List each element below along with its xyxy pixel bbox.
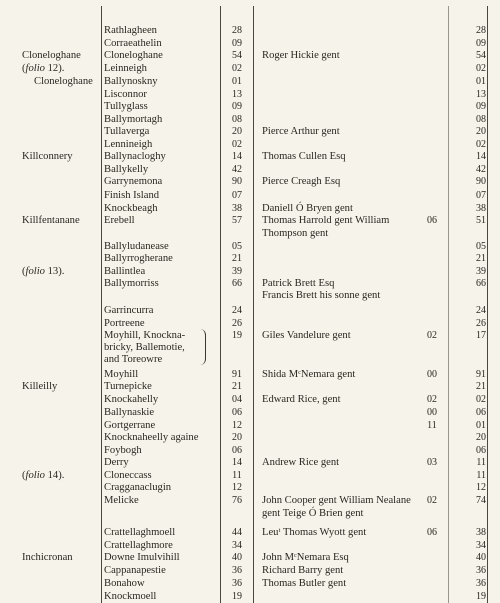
proprietor-name: Francis Brett his sonne gent	[262, 290, 381, 301]
acres-value: 11	[232, 470, 242, 481]
acres-value: 36	[476, 578, 486, 589]
townland-name: Corraeathelin	[104, 38, 162, 49]
acres-value: 07	[476, 190, 486, 201]
acres-value: 06	[476, 407, 486, 418]
parish-name: (folio 14).	[22, 470, 65, 481]
acres-value: 09	[476, 101, 486, 112]
column-rule	[220, 6, 221, 603]
acres-value: 02	[427, 495, 437, 506]
column-rule	[487, 6, 488, 603]
townland-name: Crattellaghmoell	[104, 527, 176, 538]
acres-value: 12	[232, 420, 242, 431]
parish-name: Killeilly	[22, 381, 58, 392]
townland-name: Knocknaheelly againe	[104, 432, 199, 443]
acres-value: 14	[232, 457, 242, 468]
acres-value: 24	[476, 305, 486, 316]
acres-value: 19	[476, 591, 486, 602]
townland-name: Tullaverga	[104, 126, 150, 137]
townland-name: Turnepicke	[104, 381, 152, 392]
acres-value: 21	[476, 381, 486, 392]
townland-name: Cragganaclugin	[104, 482, 172, 493]
proprietor-name: Pierce Arthur gent	[262, 126, 340, 137]
parish-name: Inchicronan	[22, 552, 73, 563]
acres-value: 54	[232, 50, 242, 61]
acres-value: 38	[476, 203, 486, 214]
acres-value: 42	[476, 164, 486, 175]
proprietor-name: Edward Rice, gent	[262, 394, 341, 405]
acres-value: 39	[476, 266, 486, 277]
proprietor-name: Andrew Rice gent	[262, 457, 340, 468]
townland-name: Lisconnor	[104, 89, 147, 100]
acres-value: 02	[232, 63, 242, 74]
acres-value: 12	[476, 482, 486, 493]
acres-value: 04	[232, 394, 242, 405]
acres-value: 38	[476, 527, 486, 538]
townland-name: Ballyrrogherane	[104, 253, 173, 264]
acres-value: 11	[476, 457, 486, 468]
townland-name: Moyhill	[104, 369, 139, 380]
parish-name: Cloneloghane	[22, 50, 81, 61]
acres-value: 05	[476, 241, 486, 252]
acres-value: 06	[427, 527, 437, 538]
townland-name: Knockbeagh	[104, 203, 158, 214]
acres-value: 03	[427, 457, 437, 468]
acres-value: 42	[232, 164, 242, 175]
acres-value: 14	[232, 151, 242, 162]
acres-value: 19	[232, 330, 242, 341]
proprietor-name: John MᶜNemara Esq	[262, 552, 349, 563]
townland-name: Foybogh	[104, 445, 142, 456]
acres-value: 36	[232, 578, 242, 589]
acres-value: 28	[232, 25, 242, 36]
townland-name: Downe Imulvihill	[104, 552, 180, 563]
townland-name: Ballymortagh	[104, 114, 163, 125]
column-rule	[101, 6, 102, 603]
acres-value: 36	[476, 565, 486, 576]
proprietor-name: Richard Barry gent	[262, 565, 344, 576]
acres-value: 13	[476, 89, 486, 100]
acres-value: 20	[476, 126, 486, 137]
townland-name: Ballykelly	[104, 164, 149, 175]
column-rule	[448, 6, 449, 603]
townland-name: Garrincurra	[104, 305, 154, 316]
proprietor-name: Giles Vandelure gent	[262, 330, 351, 341]
acres-value: 01	[476, 76, 486, 87]
acres-value: 26	[476, 318, 486, 329]
acres-value: 19	[232, 591, 242, 602]
townland-name: Knockahelly	[104, 394, 159, 405]
townland-name: Ballynacloghy	[104, 151, 166, 162]
acres-value: 01	[476, 420, 486, 431]
acres-value: 21	[232, 381, 242, 392]
acres-value: 91	[476, 369, 486, 380]
proprietor-name: Thomas Cullen Esq	[262, 151, 346, 162]
acres-value: 74	[476, 495, 486, 506]
acres-value: 24	[232, 305, 242, 316]
acres-value: 90	[232, 176, 242, 187]
acres-value: 07	[232, 190, 242, 201]
proprietor-name: Pierce Creagh Esq	[262, 176, 341, 187]
acres-value: 44	[232, 527, 242, 538]
acres-value: 08	[476, 114, 486, 125]
townland-name: Tullyglass	[104, 101, 148, 112]
acres-value: 20	[232, 432, 242, 443]
acres-value: 11	[427, 420, 437, 431]
acres-value: 20	[232, 126, 242, 137]
acres-value: 12	[232, 482, 242, 493]
acres-value: 02	[476, 63, 486, 74]
townland-name: and Toreowre	[104, 354, 163, 365]
acres-value: 09	[232, 38, 242, 49]
acres-value: 57	[232, 215, 242, 226]
brace-mark	[199, 329, 206, 365]
acres-value: 51	[476, 215, 486, 226]
proprietor-name: Thomas Harrold gent William Thompson gent	[262, 215, 390, 239]
acres-value: 06	[232, 445, 242, 456]
acres-value: 02	[427, 394, 437, 405]
townland-name: Knockmoell	[104, 591, 157, 602]
acres-value: 11	[476, 470, 486, 481]
proprietor-name: Shida MᶜNemara gent	[262, 369, 356, 380]
acres-value: 01	[232, 76, 242, 87]
acres-value: 00	[427, 369, 437, 380]
parish-name: (folio 12).	[22, 63, 65, 74]
parish-name: Cloneloghane	[34, 76, 93, 87]
townland-name: Cloneccass	[104, 470, 152, 481]
acres-value: 26	[232, 318, 242, 329]
acres-value: 91	[232, 369, 242, 380]
townland-name: Bonahow	[104, 578, 145, 589]
townland-name: Crattellaghmore	[104, 540, 173, 551]
acres-value: 76	[232, 495, 242, 506]
acres-value: 06	[476, 445, 486, 456]
acres-value: 66	[232, 278, 242, 289]
townland-name: Finish Island	[104, 190, 160, 201]
acres-value: 21	[232, 253, 242, 264]
townland-name: Ballymorriss	[104, 278, 159, 289]
acres-value: 09	[476, 38, 486, 49]
proprietor-name: John Cooper gent William Nealane gent Teige Ó Brien gent	[262, 495, 411, 519]
acres-value: 36	[232, 565, 242, 576]
parish-name: Killconnery	[22, 151, 73, 162]
acres-value: 34	[232, 540, 242, 551]
proprietor-name: Patrick Brett Esq	[262, 278, 335, 289]
acres-value: 90	[476, 176, 486, 187]
acres-value: 39	[232, 266, 242, 277]
acres-value: 21	[476, 253, 486, 264]
acres-value: 02	[427, 330, 437, 341]
acres-value: 66	[476, 278, 486, 289]
townland-name: Cappanapestie	[104, 565, 166, 576]
acres-value: 38	[232, 203, 242, 214]
acres-value: 34	[476, 540, 486, 551]
acres-value: 00	[427, 407, 437, 418]
acres-value: 06	[427, 215, 437, 226]
townland-name: Melicke	[104, 495, 139, 506]
townland-name: Moyhill, Knockna-	[104, 330, 186, 341]
townland-name: Garrynemona	[104, 176, 163, 187]
acres-value: 02	[476, 394, 486, 405]
acres-value: 17	[476, 330, 486, 341]
townland-name: Ballyludanease	[104, 241, 169, 252]
acres-value: 08	[232, 114, 242, 125]
acres-value: 13	[232, 89, 242, 100]
townland-name: Lennineigh	[104, 139, 153, 150]
townland-name: Ballintlea	[104, 266, 146, 277]
parish-name: Killfentanane	[22, 215, 80, 226]
townland-name: Gortgerrane	[104, 420, 156, 431]
proprietor-name: Roger Hickie gent	[262, 50, 340, 61]
acres-value: 14	[476, 151, 486, 162]
acres-value: 02	[476, 139, 486, 150]
proprietor-name: Thomas Butler gent	[262, 578, 347, 589]
townland-name: Portreene	[104, 318, 145, 329]
townland-name: Erebell	[104, 215, 135, 226]
proprietor-name: Leuᵗ Thomas Wyott gent	[262, 527, 367, 538]
acres-value: 02	[232, 139, 242, 150]
townland-name: Ballynoskny	[104, 76, 158, 87]
townland-name: Leinneigh	[104, 63, 147, 74]
townland-name: bricky, Ballemotie,	[104, 342, 185, 353]
acres-value: 54	[476, 50, 486, 61]
townland-name: Cloneloghane	[104, 50, 163, 61]
acres-value: 20	[476, 432, 486, 443]
acres-value: 06	[232, 407, 242, 418]
parish-name: (folio 13).	[22, 266, 65, 277]
acres-value: 28	[476, 25, 486, 36]
townland-name: Derry	[104, 457, 129, 468]
townland-name: Ballynaskie	[104, 407, 155, 418]
townland-name: Rathlagheen	[104, 25, 157, 36]
acres-value: 05	[232, 241, 242, 252]
proprietor-name: Daniell Ó Bryen gent	[262, 203, 353, 214]
acres-value: 09	[232, 101, 242, 112]
column-rule	[253, 6, 254, 603]
acres-value: 40	[232, 552, 242, 563]
acres-value: 40	[476, 552, 486, 563]
